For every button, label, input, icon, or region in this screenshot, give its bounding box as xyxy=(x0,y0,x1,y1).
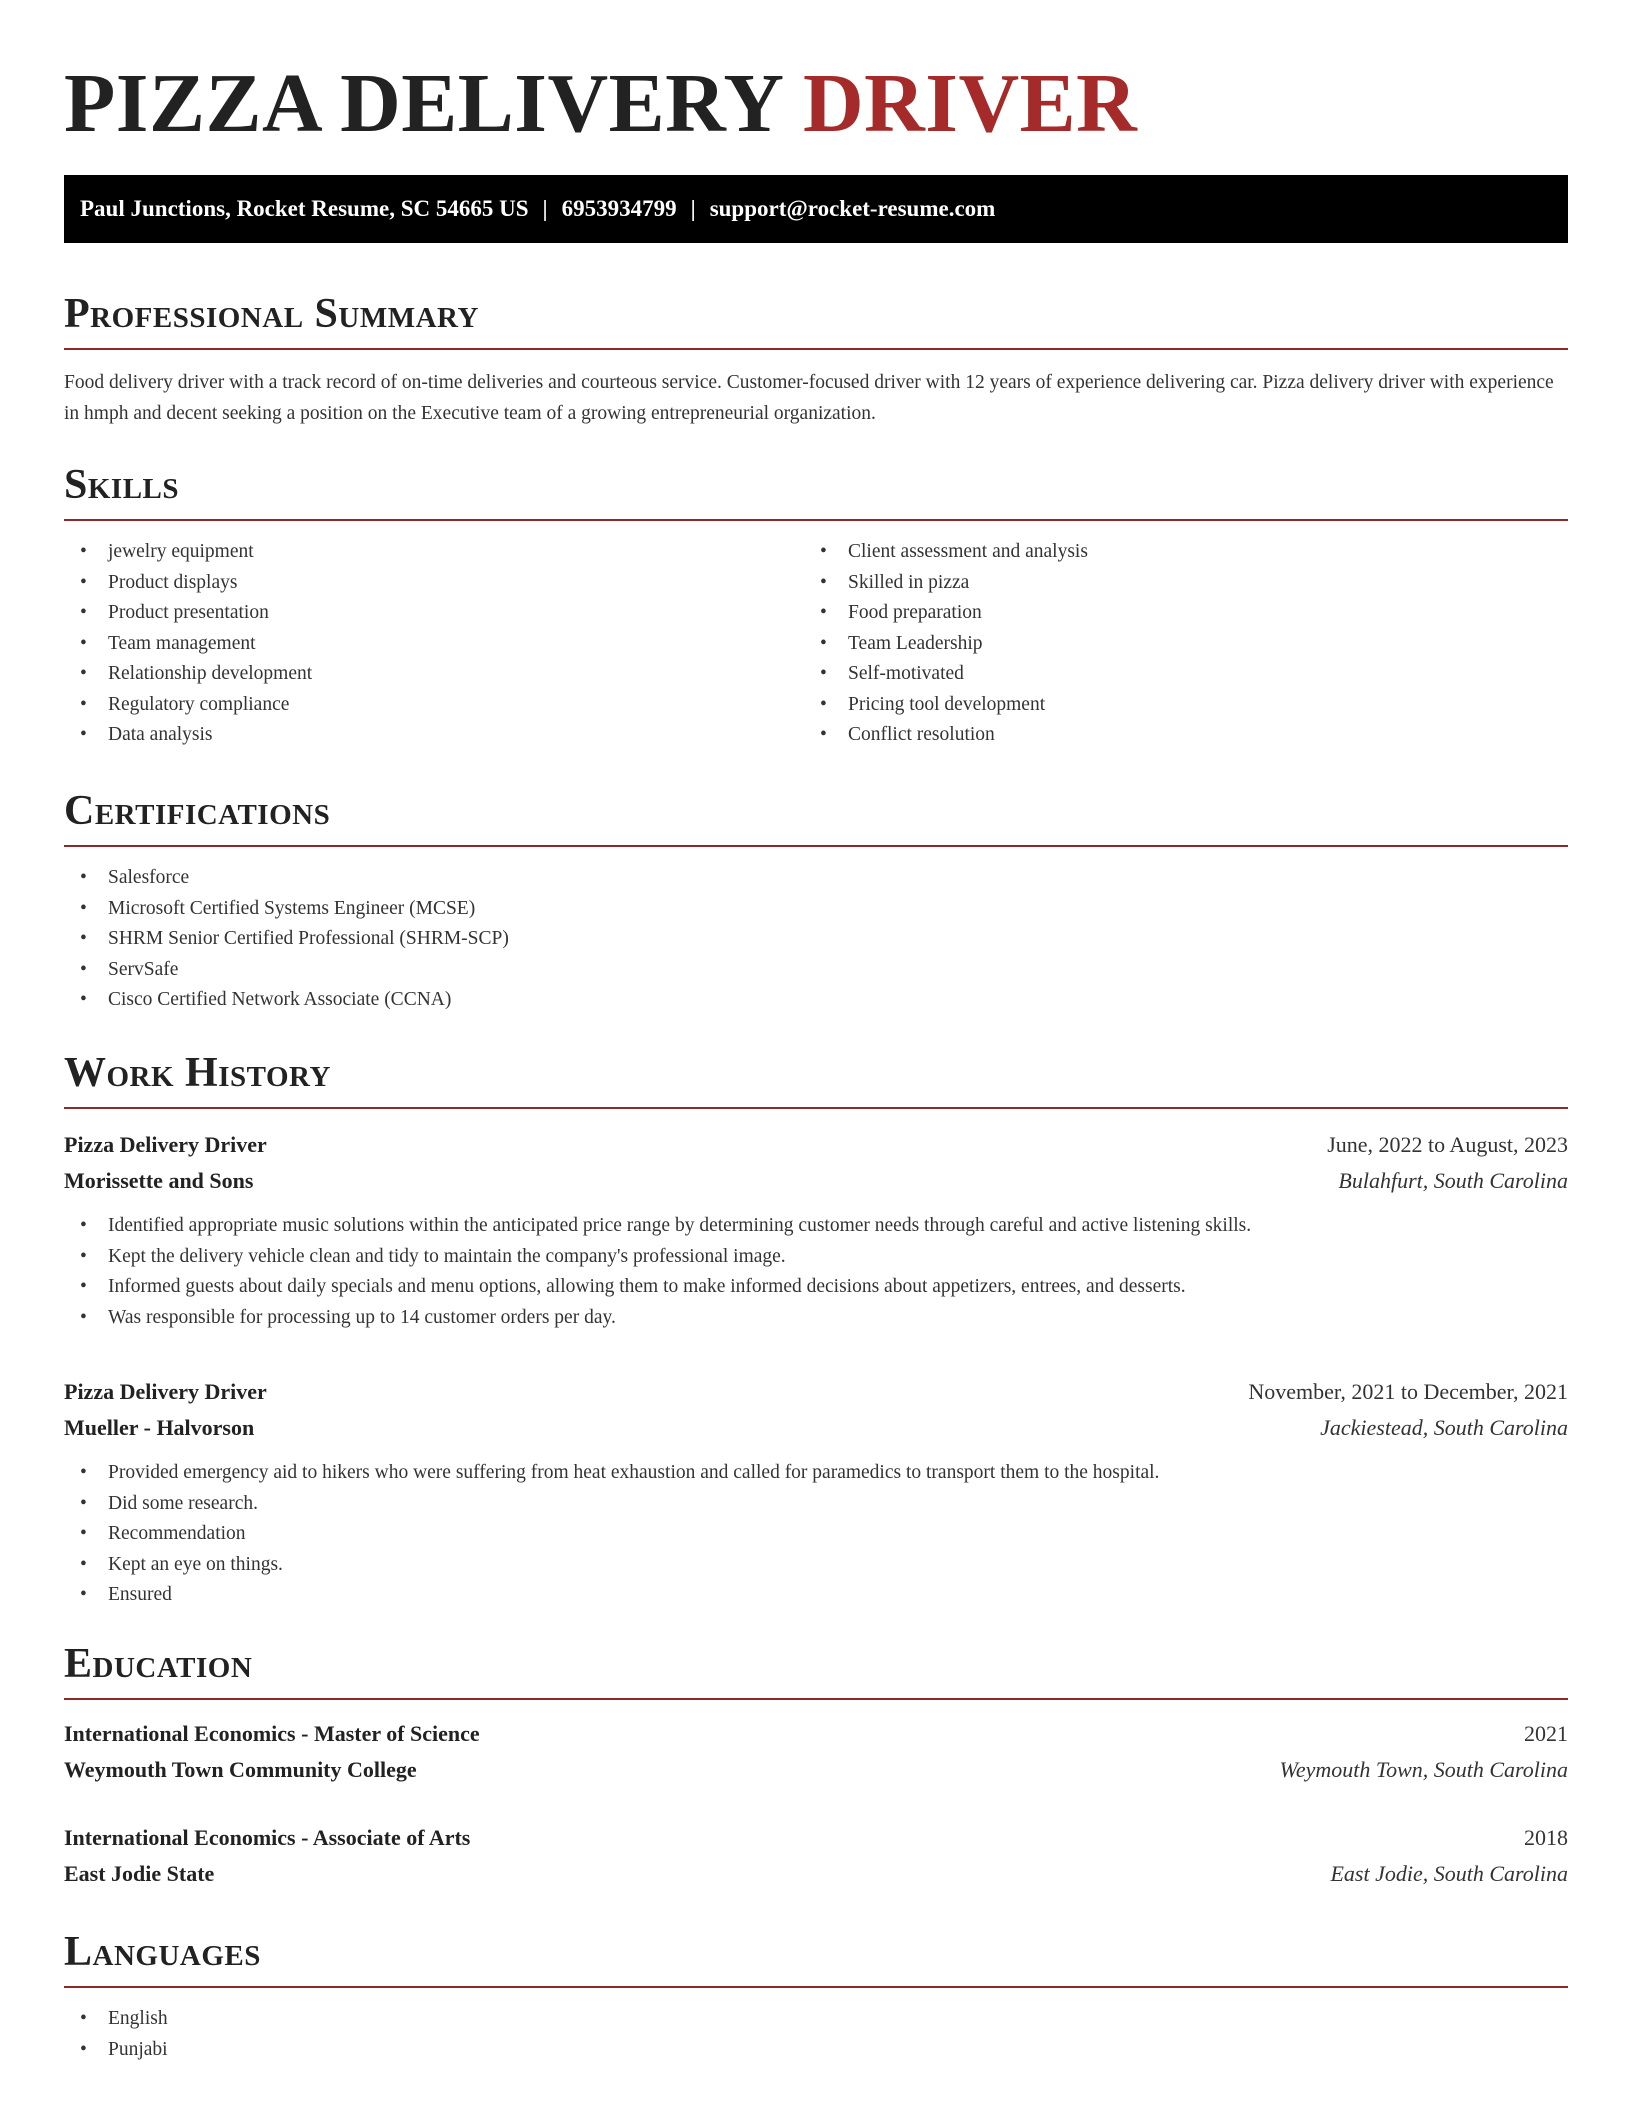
job-bullet: • Identified appropriate music solutions within the anticipated price range by determining customer needs through careful and active listening skills. xyxy=(64,1211,1568,1242)
skills-heading: Skills xyxy=(64,462,180,508)
job-dates: June, 2022 to August, 2023 xyxy=(1327,1132,1568,1157)
job-bullet: • Informed guests about daily specials and menu options, allowing them to make informed decisions about appetizers, entrees, and desserts. xyxy=(64,1272,1568,1303)
job-bullets xyxy=(64,1458,1568,1611)
summary-heading: Professional Summary xyxy=(64,291,479,337)
certifications-list xyxy=(64,863,1568,1016)
certification-item: • Salesforce xyxy=(64,863,1568,894)
job-title-row xyxy=(64,1374,1568,1410)
skills-heading-row xyxy=(64,457,1568,521)
skill-item: • Conflict resolution xyxy=(804,720,1544,751)
language-item: • Punjabi xyxy=(64,2035,1568,2066)
languages-heading: Languages xyxy=(64,1929,261,1975)
education-degree: International Economics - Associate of Arts xyxy=(64,1825,471,1850)
certification-item: • SHRM Senior Certified Professional (SHRM-SCP) xyxy=(64,924,1568,955)
certifications-heading: Certifications xyxy=(64,788,331,834)
job-location: Bulahfurt, South Carolina xyxy=(1338,1168,1568,1193)
job-entry xyxy=(64,1127,1568,1333)
job-company: Mueller - Halvorson xyxy=(64,1415,255,1440)
education-heading: Education xyxy=(64,1641,253,1687)
job-location: Jackiestead, South Carolina xyxy=(1320,1415,1568,1440)
skill-item: • Regulatory compliance xyxy=(64,690,804,721)
work-heading-row xyxy=(64,1045,1568,1109)
skill-item: • Client assessment and analysis xyxy=(804,537,1544,568)
title-accent: DRIVER xyxy=(802,57,1138,150)
certifications-section xyxy=(64,783,1568,1016)
education-heading-row xyxy=(64,1636,1568,1700)
language-item: • English xyxy=(64,2004,1568,2035)
education-location: Weymouth Town, South Carolina xyxy=(1279,1757,1568,1782)
skill-item: • Food preparation xyxy=(804,598,1544,629)
resume-content xyxy=(64,0,1568,2060)
education-location: East Jodie, South Carolina xyxy=(1330,1861,1568,1886)
summary-heading-row xyxy=(64,286,1568,350)
certification-item: • Cisco Certified Network Associate (CCNA) xyxy=(64,985,1568,1016)
page-title xyxy=(64,0,1568,150)
skills-list-left xyxy=(64,537,804,751)
skill-item: • Product presentation xyxy=(64,598,804,629)
languages-heading-row xyxy=(64,1924,1568,1988)
contact-phone: 6953934799 xyxy=(561,196,677,221)
job-bullet: • Provided emergency aid to hikers who were suffering from heat exhaustion and called for paramedics to transport them to the hospital. xyxy=(64,1458,1568,1489)
skill-item: • Data analysis xyxy=(64,720,804,751)
education-entry xyxy=(64,1716,1568,1788)
skill-item: • jewelry equipment xyxy=(64,537,804,568)
job-bullets xyxy=(64,1211,1568,1333)
education-year: 2018 xyxy=(1524,1825,1568,1850)
education-year: 2021 xyxy=(1524,1721,1568,1746)
job-dates: November, 2021 to December, 2021 xyxy=(1248,1379,1568,1404)
education-section xyxy=(64,1636,1568,1892)
contact-email: support@rocket-resume.com xyxy=(709,196,996,221)
title-main: PIZZA DELIVERY xyxy=(64,57,782,150)
job-title: Pizza Delivery Driver xyxy=(64,1379,267,1404)
education-school-row xyxy=(64,1856,1568,1892)
job-bullet: • Ensured xyxy=(64,1580,1568,1611)
job-bullet: • Recommendation xyxy=(64,1519,1568,1550)
education-degree-row xyxy=(64,1716,1568,1752)
skill-item: • Team management xyxy=(64,629,804,660)
skill-item: • Self-motivated xyxy=(804,659,1544,690)
work-history-section xyxy=(64,1045,1568,1611)
job-company: Morissette and Sons xyxy=(64,1168,254,1193)
job-bullet: • Did some research. xyxy=(64,1489,1568,1520)
contact-separator: | xyxy=(542,196,548,221)
job-title: Pizza Delivery Driver xyxy=(64,1132,267,1157)
skills-section xyxy=(64,457,1568,751)
education-school-row xyxy=(64,1752,1568,1788)
skill-item: • Skilled in pizza xyxy=(804,568,1544,599)
summary-section xyxy=(64,286,1568,429)
education-school: Weymouth Town Community College xyxy=(64,1757,417,1782)
education-degree: International Economics - Master of Science xyxy=(64,1721,480,1746)
skill-item: • Pricing tool development xyxy=(804,690,1544,721)
job-bullet: • Was responsible for processing up to 14 customer orders per day. xyxy=(64,1303,1568,1334)
skills-list-right xyxy=(804,537,1544,751)
skill-item: • Relationship development xyxy=(64,659,804,690)
education-degree-row xyxy=(64,1820,1568,1856)
skills-columns xyxy=(64,537,1568,751)
certification-item: • ServSafe xyxy=(64,955,1568,986)
certifications-heading-row xyxy=(64,783,1568,847)
job-bullet: • Kept an eye on things. xyxy=(64,1550,1568,1581)
job-company-row xyxy=(64,1410,1568,1446)
work-heading: Work History xyxy=(64,1050,331,1096)
skill-item: • Product displays xyxy=(64,568,804,599)
education-school: East Jodie State xyxy=(64,1861,215,1886)
languages-list xyxy=(64,2004,1568,2065)
contact-address: Paul Junctions, Rocket Resume, SC 54665 US xyxy=(80,196,529,221)
certification-item: • Microsoft Certified Systems Engineer (MCSE) xyxy=(64,894,1568,925)
contact-separator: | xyxy=(690,196,696,221)
contact-bar xyxy=(64,175,1568,243)
languages-section xyxy=(64,1924,1568,2065)
summary-text: Food delivery driver with a track record of on-time deliveries and courteous service. Customer-focused driver with 12 years of experience delivering car. Pizza delivery driver with experience in hmph and decent seeking a position on the Executive team of a growing entrepreneurial organization. xyxy=(64,372,1554,424)
skill-item: • Team Leadership xyxy=(804,629,1544,660)
job-bullet: • Kept the delivery vehicle clean and tidy to maintain the company's professional image. xyxy=(64,1242,1568,1273)
job-title-row xyxy=(64,1127,1568,1163)
education-entry xyxy=(64,1820,1568,1892)
job-entry xyxy=(64,1374,1568,1611)
job-company-row xyxy=(64,1163,1568,1199)
